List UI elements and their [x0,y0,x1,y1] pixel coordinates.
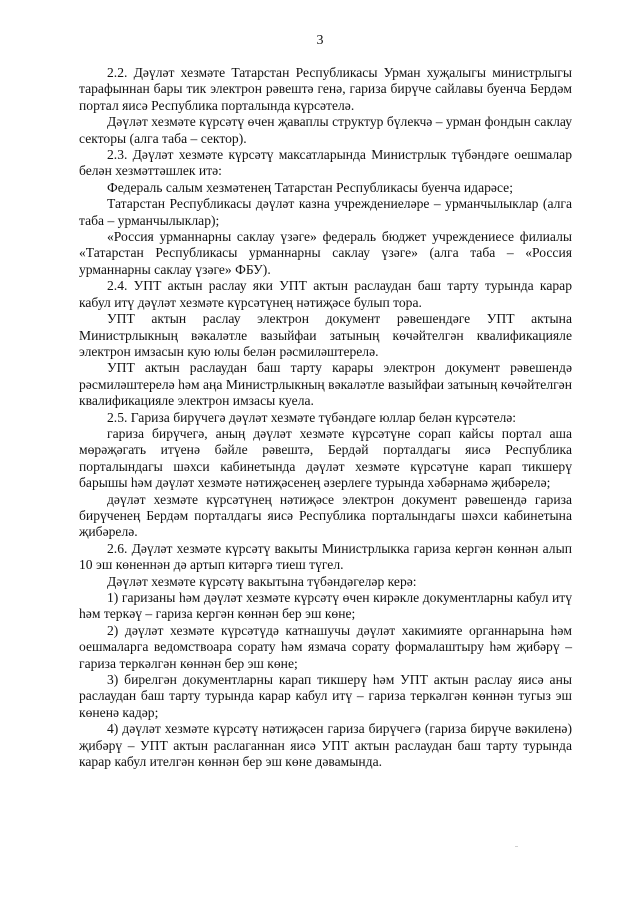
paragraph-term-item-3: 3) бирелгән документларны карап тикшерү һәм УПТ актын раслау яисә аны раслаудан баш тарту турында карар кабул итү – гариза теркәлгән көннән тугыз эш көненә кадәр; [79,672,572,720]
paragraph-responsible-unit: Дәүләт хезмәте күрсәтү өчен җаваплы структур бүлекчә – урман фондын саклау секторы (алга таба – сектор). [79,114,572,146]
document-body [79,65,572,770]
paragraph-2-2: 2.2. Дәүләт хезмәте Татарстан Республикасы Урман хуҗалыгы министрлыгы тарафыннан бары тик электрон рәвештә генә, гариза бирүче сайлавы буенча Бердәм портал яисә Республика порталында күрсәтелә. [79,65,572,113]
scan-speck [515,846,518,847]
page-number: 3 [316,33,324,48]
paragraph-forestries: Татарстан Республикасы дәүләт казна учреждениеләре – урманчылыклар (алга таба – урманчылыклар); [79,196,572,228]
paragraph-forest-protection-center: «Россия урманнарны саклау үзәге» федераль бюджет учреждениесе филиалы «Татарстан Республикасы урманнарны саклау үзәге» (алга таба – «Россия урманнарны саклау үзәге» ФБУ). [79,229,572,277]
paragraph-refusal: УПТ актын раслаудан баш тарту карары электрон документ рәвешендә рәсмиләштерелә һәм аңа Министрлыкның вәкаләтле вазыйфаи затының көчәйтелгән квалификацияле электрон имзасы куела. [79,360,572,409]
paragraph-term-item-1: 1) гаризаны һәм дәүләт хезмәте күрсәтү өчен кирәкле документларны кабул итү һәм теркәү – гариза кергән көннән бер эш көне; [79,590,572,622]
paragraph-result-delivery: дәүләт хезмәте күрсәтүнең нәтиҗәсе электрон документ рәвешендә гариза бирүченең Бердәм порталдагы яисә Республика порталындагы шәхси кабинетына җибәрелә. [79,491,572,540]
paragraph-term-item-2: 2) дәүләт хезмәте күрсәтүдә катнашучы дәүләт хакимияте органнарына һәм оешмаларга ведомствоара сорату һәм язмача сорату формалаштыру һәм җибәрү – гариза теркәлгән көннән бер эш көне; [79,622,572,671]
paragraph-term-item-4: 4) дәүләт хезмәте күрсәтү нәтиҗәсен гариза бирүчегә (гариза бирүче вәкиленә) җибәрү – УПТ актын раслаганнан яисә УПТ актын раслаудан баш тарту турында карар кабул ителгән көннән бер эш көне дәвамында. [79,721,572,770]
paragraph-term-includes: Дәүләт хезмәте күрсәтү вакытына түбәндәгеләр керә: [107,573,417,589]
paragraph-2-6: 2.6. Дәүләт хезмәте күрсәтү вакыты Министрлыкка гариза кергән көннән алып 10 эш көненнән дә артып китәргә тиеш түгел. [79,540,572,573]
paragraph-2-4: 2.4. УПТ актын раслау яки УПТ актын раслаудан баш тарту турында карар кабул итү дәүләт хезмәте күрсәтүнең нәтиҗәсе булып тора. [79,278,572,310]
paragraph-notification: гариза бирүчегә, аның дәүләт хезмәте күрсәтүне сорап кайсы портал аша мөрәҗәгать итүенә бәйле рәвештә, Бердәй порталдагы яисә Республика порталындагы шәхси кабинетында дәүләт хезмәте күрсәтүне карап тикшерү барышы һәм дәүләт хезмәте нәтиҗәсенең әзерлеге турында хәбәрнамә җибәрелә; [79,425,572,491]
paragraph-approval: УПТ актын раслау электрон документ рәвешендәге УПТ актына Министрлыкның вәкаләтле вазыйфаи затының көчәйтелгән квалификацияле электрон имзасын кую юлы белән рәсмиләштерелә. [79,311,572,359]
paragraph-2-3: 2.3. Дәүләт хезмәте күрсәтү максатларында Министрлык түбәндәге оешмалар белән хезмәттәшлек итә: [79,147,572,179]
paragraph-tax-service: Федераль салым хезмәтенең Татарстан Республикасы буенча идарәсе; [107,179,513,195]
paragraph-2-5: 2.5. Гариза бирүчегә дәүләт хезмәте түбәндәге юллар белән күрсәтелә: [107,409,517,425]
